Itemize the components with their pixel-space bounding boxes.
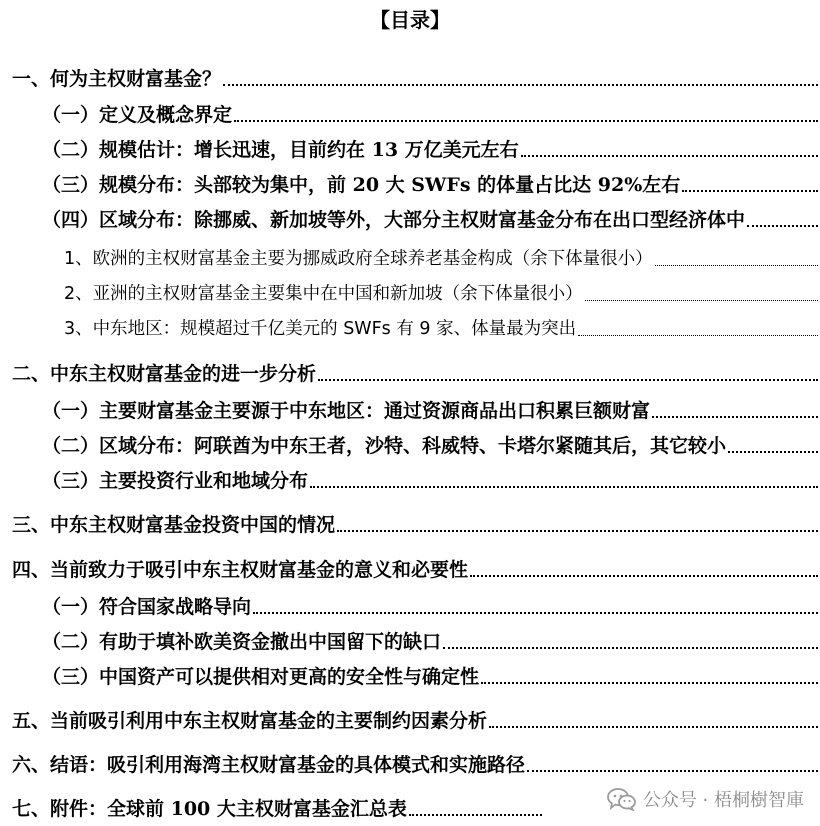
toc-entry-label: （二）规模估计：增长迅速，目前约在 13 万亿美元左右 xyxy=(42,139,519,161)
toc-dot-leader xyxy=(337,530,818,532)
toc-entry-1-4[interactable] xyxy=(42,205,818,235)
toc-entry-2-1[interactable] xyxy=(42,396,818,426)
toc-dot-leader xyxy=(655,265,818,266)
toc-entry-label: （三）主要投资行业和地域分布 xyxy=(42,470,309,492)
toc-entry-label: （二）区域分布：阿联酋为中东王者，沙特、科威特、卡塔尔紧随其后，其它较小 xyxy=(42,435,727,457)
toc-entry-1-4-2[interactable] xyxy=(64,279,818,309)
wechat-icon xyxy=(607,787,637,811)
toc-entry-4-1[interactable] xyxy=(42,592,818,622)
toc-dot-leader xyxy=(470,575,818,577)
toc-entry-1-4-1[interactable] xyxy=(64,244,818,274)
toc-dot-leader xyxy=(443,647,818,649)
toc-entry-label: （一）符合国家战略导向 xyxy=(42,596,252,618)
toc-dot-leader xyxy=(310,486,818,488)
toc-entry-3[interactable] xyxy=(12,510,818,540)
toc-entry-4-2[interactable] xyxy=(42,627,818,657)
toc-entry-2-2[interactable] xyxy=(42,431,818,461)
toc-dot-leader xyxy=(585,300,818,301)
toc-entry-label: 四、当前致力于吸引中东主权财富基金的意义和必要性 xyxy=(12,559,469,581)
toc-entry-label: 六、结语：吸引利用海湾主权财富基金的具体模式和实施路径 xyxy=(12,754,526,776)
toc-entry-2[interactable] xyxy=(12,359,818,389)
toc-entry-label: （一）主要财富基金主要源于中东地区：通过资源商品出口积累巨额财富 xyxy=(42,400,651,422)
toc-entry-label: （四）区域分布：除挪威、新加坡等外，大部分主权财富基金分布在出口型经济体中 xyxy=(42,209,746,231)
toc-entry-label: 3、中东地区：规模超过千亿美元的 SWFs 有 9 家、体量最为突出 xyxy=(64,319,577,339)
toc-entry-6[interactable] xyxy=(12,750,818,780)
toc-dot-leader xyxy=(489,726,818,728)
toc-entry-label: （三）中国资产可以提供相对更高的安全性与确定性 xyxy=(42,666,480,688)
toc-entry-4[interactable] xyxy=(12,555,818,585)
toc-dot-leader xyxy=(728,451,818,453)
toc-entry-1-1[interactable] xyxy=(42,100,818,130)
toc-dot-leader xyxy=(521,155,818,157)
watermark xyxy=(607,786,804,812)
watermark-text: 公众号 · 梧桐樹智庫 xyxy=(642,790,804,811)
toc-entry-1[interactable] xyxy=(12,64,818,94)
toc-entry-label: 二、中东主权财富基金的进一步分析 xyxy=(12,363,317,385)
toc-entry-1-3[interactable] xyxy=(42,170,818,200)
page-title: 【目录】 xyxy=(370,8,450,32)
toc-dot-leader xyxy=(527,770,818,772)
toc-entry-label: （一）定义及概念界定 xyxy=(42,104,233,126)
toc-entry-label: 1、欧洲的主权财富基金主要为挪威政府全球养老基金构成（余下体量很小） xyxy=(64,249,653,269)
toc-entry-label: 七、附件：全球前 100 大主权财富基金汇总表 xyxy=(12,798,407,820)
toc-dot-leader xyxy=(652,416,818,418)
toc-entry-7[interactable] xyxy=(12,794,542,824)
toc-entry-label: 一、何为主权财富基金？ xyxy=(12,68,222,90)
toc-dot-leader xyxy=(223,84,818,86)
toc-entry-2-3[interactable] xyxy=(42,466,818,496)
toc-dot-leader xyxy=(682,190,818,192)
toc-entry-1-2[interactable] xyxy=(42,135,818,165)
toc-entry-4-3[interactable] xyxy=(42,662,818,692)
toc-dot-leader xyxy=(234,120,818,122)
toc-dot-leader xyxy=(409,814,542,816)
toc-entry-5[interactable] xyxy=(12,706,818,736)
toc-entry-label: 三、中东主权财富基金投资中国的情况 xyxy=(12,514,336,536)
toc-entry-1-4-3[interactable] xyxy=(64,314,818,344)
toc-entry-label: 五、当前吸引利用中东主权财富基金的主要制约因素分析 xyxy=(12,710,488,732)
toc-dot-leader xyxy=(747,225,818,227)
toc-dot-leader xyxy=(578,335,818,336)
toc-entry-label: （三）规模分布：头部较为集中，前 20 大 SWFs 的体量占比达 92%左右 xyxy=(42,174,681,196)
toc-entry-label: （二）有助于填补欧美资金撤出中国留下的缺口 xyxy=(42,631,442,653)
toc-dot-leader xyxy=(318,379,818,381)
toc-dot-leader xyxy=(253,612,818,614)
toc-entry-label: 2、亚洲的主权财富基金主要集中在中国和新加坡（余下体量很小） xyxy=(64,284,583,304)
toc-dot-leader xyxy=(481,682,818,684)
